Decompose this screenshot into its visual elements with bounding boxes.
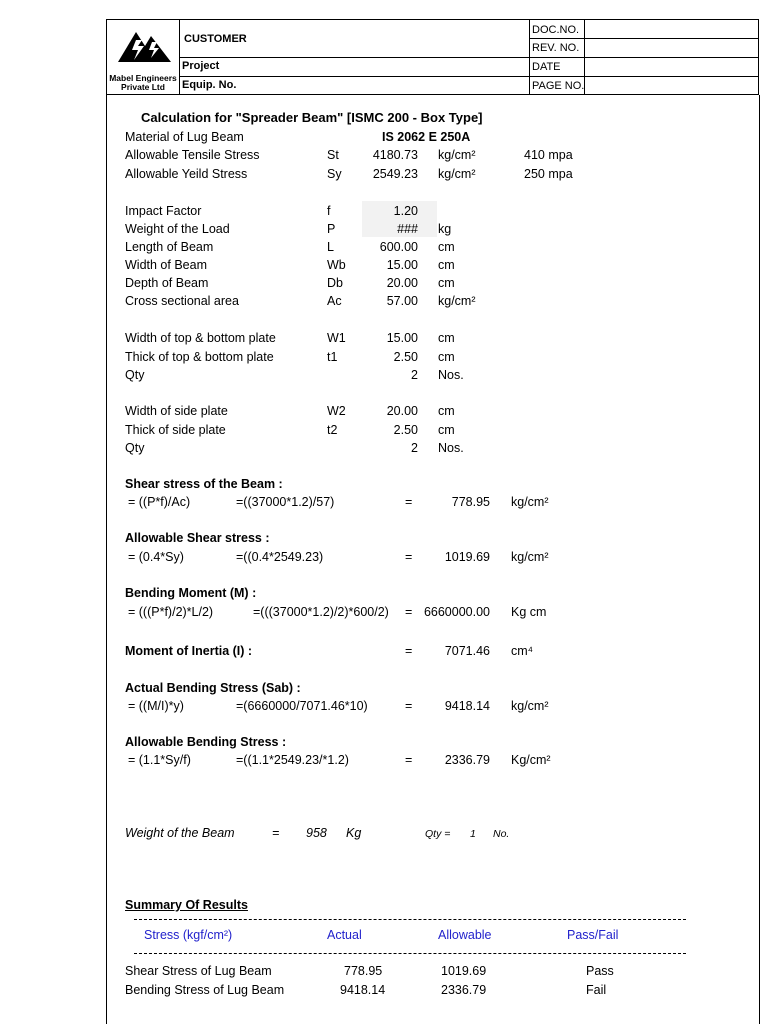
beam-weight-equals: = (272, 826, 280, 840)
calc-formula: = (0.4*Sy) (128, 550, 184, 564)
row-label: Length of Beam (125, 240, 214, 254)
summary-row-allowable: 1019.69 (441, 964, 487, 978)
row-symbol: W2 (327, 404, 346, 418)
summary-divider (134, 953, 686, 954)
row-unit: cm (438, 404, 455, 418)
beam-weight-unit: Kg (346, 826, 362, 840)
calc-heading: Moment of Inertia (I) : (125, 644, 253, 658)
calc-formula: = (1.1*Sy/f) (128, 753, 191, 767)
row-value: 20.00 (386, 276, 418, 290)
calc-result: 9418.14 (444, 699, 490, 713)
summary-col-allowable: Allowable (438, 928, 492, 942)
row-unit: kg/cm² (438, 167, 476, 181)
calc-equals: = (405, 699, 413, 713)
summary-row-result: Fail (586, 983, 607, 997)
row-label: Width of Beam (125, 258, 207, 272)
summary-divider (134, 919, 686, 920)
row-value: 2 (411, 368, 418, 382)
calc-result: 778.95 (451, 495, 490, 509)
calc-equals: = (405, 753, 413, 767)
company-name (107, 74, 179, 92)
row-value: 15.00 (386, 258, 418, 272)
row-label: Thick of top & bottom plate (125, 350, 274, 364)
summary-col-passfail: Pass/Fail (567, 928, 619, 942)
row-value: 4180.73 (372, 148, 418, 162)
row-label: Allowable Yeild Stress (125, 167, 248, 181)
customer-label: CUSTOMER (184, 33, 247, 45)
rev-no-label: REV. NO. (532, 42, 580, 54)
page-no-label: PAGE NO. (532, 80, 585, 92)
row-label: Qty (125, 368, 145, 382)
row-extra: 250 mpa (524, 167, 573, 181)
page-border-right (759, 95, 760, 1024)
summary-row-name: Shear Stress of Lug Beam (125, 964, 272, 978)
calc-expansion: =((0.4*2549.23) (236, 550, 324, 564)
summary-col-stress: Stress (kgf/cm²) (144, 928, 233, 942)
row-symbol: St (327, 148, 339, 162)
calc-result: 6660000.00 (423, 605, 490, 619)
row-unit: cm (438, 350, 455, 364)
calc-expansion: =((37000*1.2)/57) (236, 495, 335, 509)
company-name-line: Mabel Engineers (109, 73, 177, 83)
summary-row-name: Bending Stress of Lug Beam (125, 983, 285, 997)
summary-heading: Summary Of Results (125, 898, 248, 912)
row-symbol: P (327, 222, 336, 236)
calc-unit: Kg/cm² (511, 753, 551, 767)
company-name-line: Private Ltd (121, 82, 165, 92)
calc-heading: Bending Moment (M) : (125, 586, 257, 600)
material-value: IS 2062 E 250A (382, 130, 471, 144)
calc-unit: kg/cm² (511, 550, 549, 564)
row-unit: kg (438, 222, 452, 236)
qty-unit: No. (493, 828, 510, 840)
calc-heading: Shear stress of the Beam : (125, 477, 283, 491)
row-value: 2 (411, 441, 418, 455)
row-label: Weight of the Load (125, 222, 230, 236)
beam-weight-value: 958 (306, 826, 327, 840)
row-value: 57.00 (386, 294, 418, 308)
summary-col-actual: Actual (327, 928, 362, 942)
row-label: Cross sectional area (125, 294, 239, 308)
calc-expansion: =((1.1*2549.23/*1.2) (236, 753, 349, 767)
calc-unit: kg/cm² (511, 495, 549, 509)
row-label: Qty (125, 441, 145, 455)
calc-formula: = ((M/I)*y) (128, 699, 184, 713)
calc-heading: Allowable Bending Stress : (125, 735, 287, 749)
calc-expansion: =(6660000/7071.46*10) (236, 699, 368, 713)
row-unit: cm (438, 276, 455, 290)
row-unit: Nos. (438, 441, 464, 455)
project-label: Project (182, 60, 220, 72)
document-header (106, 19, 759, 95)
calc-result: 7071.46 (444, 644, 490, 658)
row-label: Depth of Beam (125, 276, 209, 290)
header-divider (179, 76, 529, 77)
row-symbol: Ac (327, 294, 342, 308)
calc-unit: kg/cm² (511, 699, 549, 713)
qty-value: 1 (470, 828, 476, 840)
equip-no-label: Equip. No. (182, 79, 237, 91)
row-value: 1.20 (393, 204, 418, 218)
row-label: Thick of side plate (125, 423, 226, 437)
row-extra: 410 mpa (524, 148, 573, 162)
calc-unit: Kg cm (511, 605, 547, 619)
row-value: 2549.23 (372, 167, 418, 181)
doc-no-label: DOC.NO. (532, 24, 580, 36)
row-unit: cm (438, 240, 455, 254)
row-unit: kg/cm² (438, 148, 476, 162)
row-value: 2.50 (393, 350, 418, 364)
row-unit: cm (438, 423, 455, 437)
row-symbol: t1 (327, 350, 338, 364)
summary-row-actual: 9418.14 (340, 983, 386, 997)
calc-heading: Allowable Shear stress : (125, 531, 270, 545)
company-logo (118, 28, 172, 64)
row-value: 2.50 (393, 423, 418, 437)
beam-weight-label: Weight of the Beam (125, 826, 235, 840)
calc-formula: = (((P*f)/2)*L/2) (128, 605, 214, 619)
summary-row-result: Pass (586, 964, 614, 978)
row-symbol: L (327, 240, 334, 254)
row-value: 600.00 (379, 240, 418, 254)
row-symbol: Wb (327, 258, 346, 272)
calc-unit: cm⁴ (511, 644, 534, 658)
row-unit: cm (438, 258, 455, 272)
page-border-left (106, 95, 107, 1024)
date-label: DATE (532, 61, 561, 73)
row-value: ### (397, 222, 418, 236)
calc-equals: = (405, 644, 413, 658)
row-symbol: t2 (327, 423, 338, 437)
row-unit: kg/cm² (438, 294, 476, 308)
calc-equals: = (405, 550, 413, 564)
row-symbol: Sy (327, 167, 342, 181)
header-divider (529, 57, 758, 58)
header-divider (529, 76, 758, 77)
row-value: 20.00 (386, 404, 418, 418)
material-label: Material of Lug Beam (125, 130, 244, 144)
row-label: Width of side plate (125, 404, 228, 418)
row-unit: cm (438, 331, 455, 345)
calc-heading: Actual Bending Stress (Sab) : (125, 681, 301, 695)
row-symbol: W1 (327, 331, 346, 345)
header-divider (529, 38, 758, 39)
row-symbol: f (327, 204, 331, 218)
row-value: 15.00 (386, 331, 418, 345)
row-label: Impact Factor (125, 204, 202, 218)
page-title: Calculation for "Spreader Beam" [ISMC 200 - Box Type] (141, 110, 483, 125)
calc-result: 2336.79 (444, 753, 490, 767)
calc-formula: = ((P*f)/Ac) (128, 495, 191, 509)
calc-expansion: =(((37000*1.2)/2)*600/2) (253, 605, 389, 619)
row-symbol: Db (327, 276, 343, 290)
calc-equals: = (405, 605, 413, 619)
row-unit: Nos. (438, 368, 464, 382)
calc-equals: = (405, 495, 413, 509)
row-label: Width of top & bottom plate (125, 331, 276, 345)
qty-label: Qty = (425, 828, 451, 840)
row-label: Allowable Tensile Stress (125, 148, 260, 162)
summary-row-actual: 778.95 (344, 964, 383, 978)
summary-row-allowable: 2336.79 (441, 983, 487, 997)
header-divider (179, 57, 529, 58)
calc-result: 1019.69 (444, 550, 490, 564)
